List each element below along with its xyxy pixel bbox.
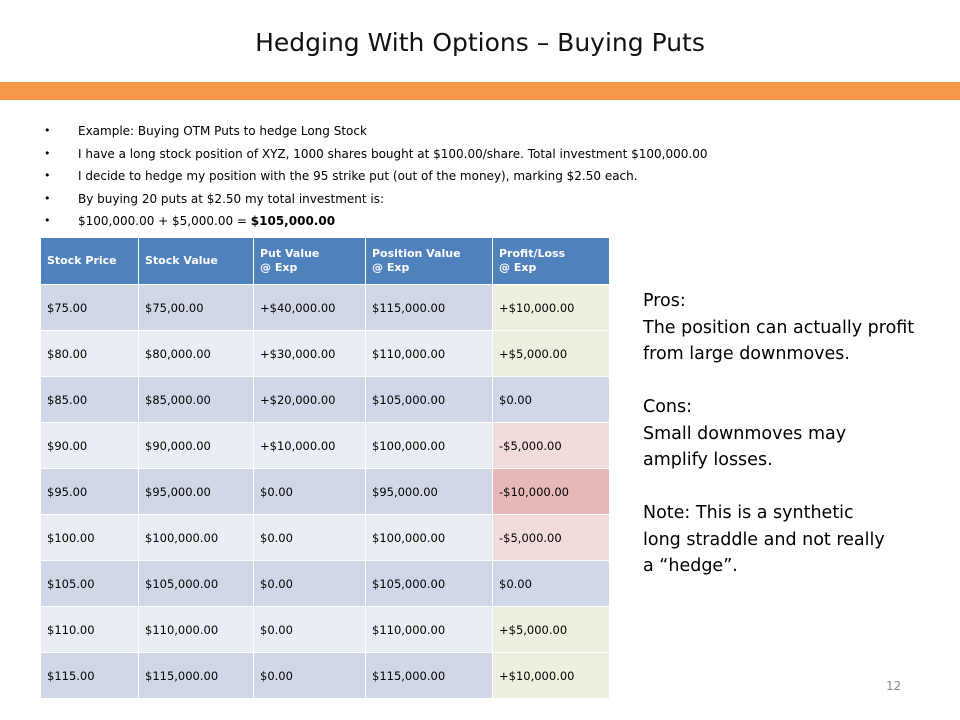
table-cell: $0.00 bbox=[254, 653, 366, 699]
table-row bbox=[41, 515, 610, 561]
page-number: 12 bbox=[886, 679, 902, 693]
table-cell: +$5,000.00 bbox=[493, 331, 610, 377]
table-cell: $105,000.00 bbox=[366, 561, 493, 607]
bullet-dot-icon: • bbox=[44, 169, 51, 182]
table-cell: +$10,000.00 bbox=[493, 285, 610, 331]
note-line: long straddle and not really bbox=[643, 529, 885, 550]
table-cell: $100,000.00 bbox=[366, 423, 493, 469]
header-label: Position Value bbox=[372, 247, 461, 260]
table-cell: $80.00 bbox=[41, 331, 139, 377]
table-cell: $115,000.00 bbox=[366, 285, 493, 331]
bullet-dot-icon: • bbox=[44, 214, 51, 227]
bullet-item bbox=[40, 210, 840, 233]
header-sublabel: @ Exp bbox=[372, 261, 410, 274]
bullet-item bbox=[40, 120, 840, 143]
bullet-text: Example: Buying OTM Puts to hedge Long Stock bbox=[78, 124, 367, 138]
table-cell: $0.00 bbox=[493, 561, 610, 607]
table-cell: $115.00 bbox=[41, 653, 139, 699]
table-cell: +$10,000.00 bbox=[493, 653, 610, 699]
table-header-row bbox=[41, 238, 610, 285]
table-cell: $105.00 bbox=[41, 561, 139, 607]
table-cell: $95,000.00 bbox=[366, 469, 493, 515]
hedge-table bbox=[40, 237, 610, 699]
table-cell: $95.00 bbox=[41, 469, 139, 515]
table-row bbox=[41, 469, 610, 515]
bullet-text: I decide to hedge my position with the 95 strike put (out of the money), marking $2.50 each. bbox=[78, 169, 638, 183]
note-spacer bbox=[643, 474, 958, 501]
note-spacer bbox=[643, 368, 958, 395]
note-line: Pros: bbox=[643, 291, 686, 311]
table-row bbox=[41, 561, 610, 607]
table-cell: $100,000.00 bbox=[139, 515, 254, 561]
bullet-dot-icon: • bbox=[44, 124, 51, 137]
table-row bbox=[41, 331, 610, 377]
table-cell: $110.00 bbox=[41, 607, 139, 653]
note-line: amplify losses. bbox=[643, 450, 773, 470]
table-cell: $110,000.00 bbox=[366, 331, 493, 377]
note-line: Note: This is a synthetic bbox=[643, 503, 854, 523]
bullet-item bbox=[40, 165, 840, 188]
header-sublabel: @ Exp bbox=[499, 261, 537, 274]
table-cell: $110,000.00 bbox=[366, 607, 493, 653]
table-cell: $85.00 bbox=[41, 377, 139, 423]
note-line: The position can actually profit bbox=[643, 317, 915, 338]
bullet-dot-icon: • bbox=[44, 146, 51, 160]
table-header-cell bbox=[366, 238, 493, 285]
table-cell: $105,000.00 bbox=[366, 377, 493, 423]
table-header-cell bbox=[493, 238, 610, 285]
table-cell: $115,000.00 bbox=[139, 653, 254, 699]
table-cell: $100.00 bbox=[41, 515, 139, 561]
table-cell: $90.00 bbox=[41, 423, 139, 469]
note-line: Small downmoves may bbox=[643, 423, 847, 444]
table-row bbox=[41, 377, 610, 423]
table-body bbox=[41, 285, 610, 699]
table-cell: +$20,000.00 bbox=[254, 377, 366, 423]
table-cell: $105,000.00 bbox=[139, 561, 254, 607]
note-line: from large downmoves. bbox=[643, 344, 850, 364]
table-cell: +$10,000.00 bbox=[254, 423, 366, 469]
header-label: Put Value bbox=[260, 247, 320, 260]
table-cell: $90,000.00 bbox=[139, 423, 254, 469]
table-cell: +$40,000.00 bbox=[254, 285, 366, 331]
table-cell: $75.00 bbox=[41, 285, 139, 331]
table-header-cell bbox=[139, 238, 254, 285]
table-cell: $115,000.00 bbox=[366, 653, 493, 699]
bullet-bold-text: $105,000.00 bbox=[250, 214, 336, 228]
note-line: Cons: bbox=[643, 397, 693, 417]
bullet-text: By buying 20 puts at $2.50 my total investment is: bbox=[78, 191, 385, 206]
table-row bbox=[41, 423, 610, 469]
table-cell: -$5,000.00 bbox=[493, 423, 610, 469]
table-row bbox=[41, 607, 610, 653]
accent-bar bbox=[0, 82, 960, 100]
table-cell: -$5,000.00 bbox=[493, 515, 610, 561]
table-cell: $0.00 bbox=[254, 515, 366, 561]
bullet-list bbox=[40, 120, 840, 233]
note-line: a “hedge”. bbox=[643, 556, 738, 576]
table-row bbox=[41, 653, 610, 699]
table-cell: $75,00.00 bbox=[139, 285, 254, 331]
table-cell: $80,000.00 bbox=[139, 331, 254, 377]
table-cell: $0.00 bbox=[254, 469, 366, 515]
slide-title: Hedging With Options – Buying Puts bbox=[255, 28, 705, 57]
table-cell: $95,000.00 bbox=[139, 469, 254, 515]
table-cell: $100,000.00 bbox=[366, 515, 493, 561]
bullet-item bbox=[40, 143, 840, 166]
table-cell: +$5,000.00 bbox=[493, 607, 610, 653]
table-cell: $85,000.00 bbox=[139, 377, 254, 423]
table-cell: $110,000.00 bbox=[139, 607, 254, 653]
bullet-item bbox=[40, 188, 840, 211]
table-header-cell bbox=[41, 238, 139, 285]
table-cell: $0.00 bbox=[254, 607, 366, 653]
table-cell: +$30,000.00 bbox=[254, 331, 366, 377]
table-cell: -$10,000.00 bbox=[493, 469, 610, 515]
header-sublabel: @ Exp bbox=[260, 261, 298, 274]
header-label: Stock Value bbox=[145, 254, 218, 267]
pros-cons-note bbox=[643, 288, 958, 580]
bullet-text: $100,000.00 + $5,000.00 = bbox=[78, 214, 251, 228]
table-cell: $0.00 bbox=[254, 561, 366, 607]
header-label: Profit/Loss bbox=[499, 247, 566, 260]
bullet-dot-icon: • bbox=[44, 191, 51, 205]
table-row bbox=[41, 285, 610, 331]
table-header-cell bbox=[254, 238, 366, 285]
bullet-text: I have a long stock position of XYZ, 1000 shares bought at $100.00/share. Total investment $100,000.00 bbox=[78, 146, 708, 161]
table-cell: $0.00 bbox=[493, 377, 610, 423]
header-label: Stock Price bbox=[47, 254, 117, 267]
